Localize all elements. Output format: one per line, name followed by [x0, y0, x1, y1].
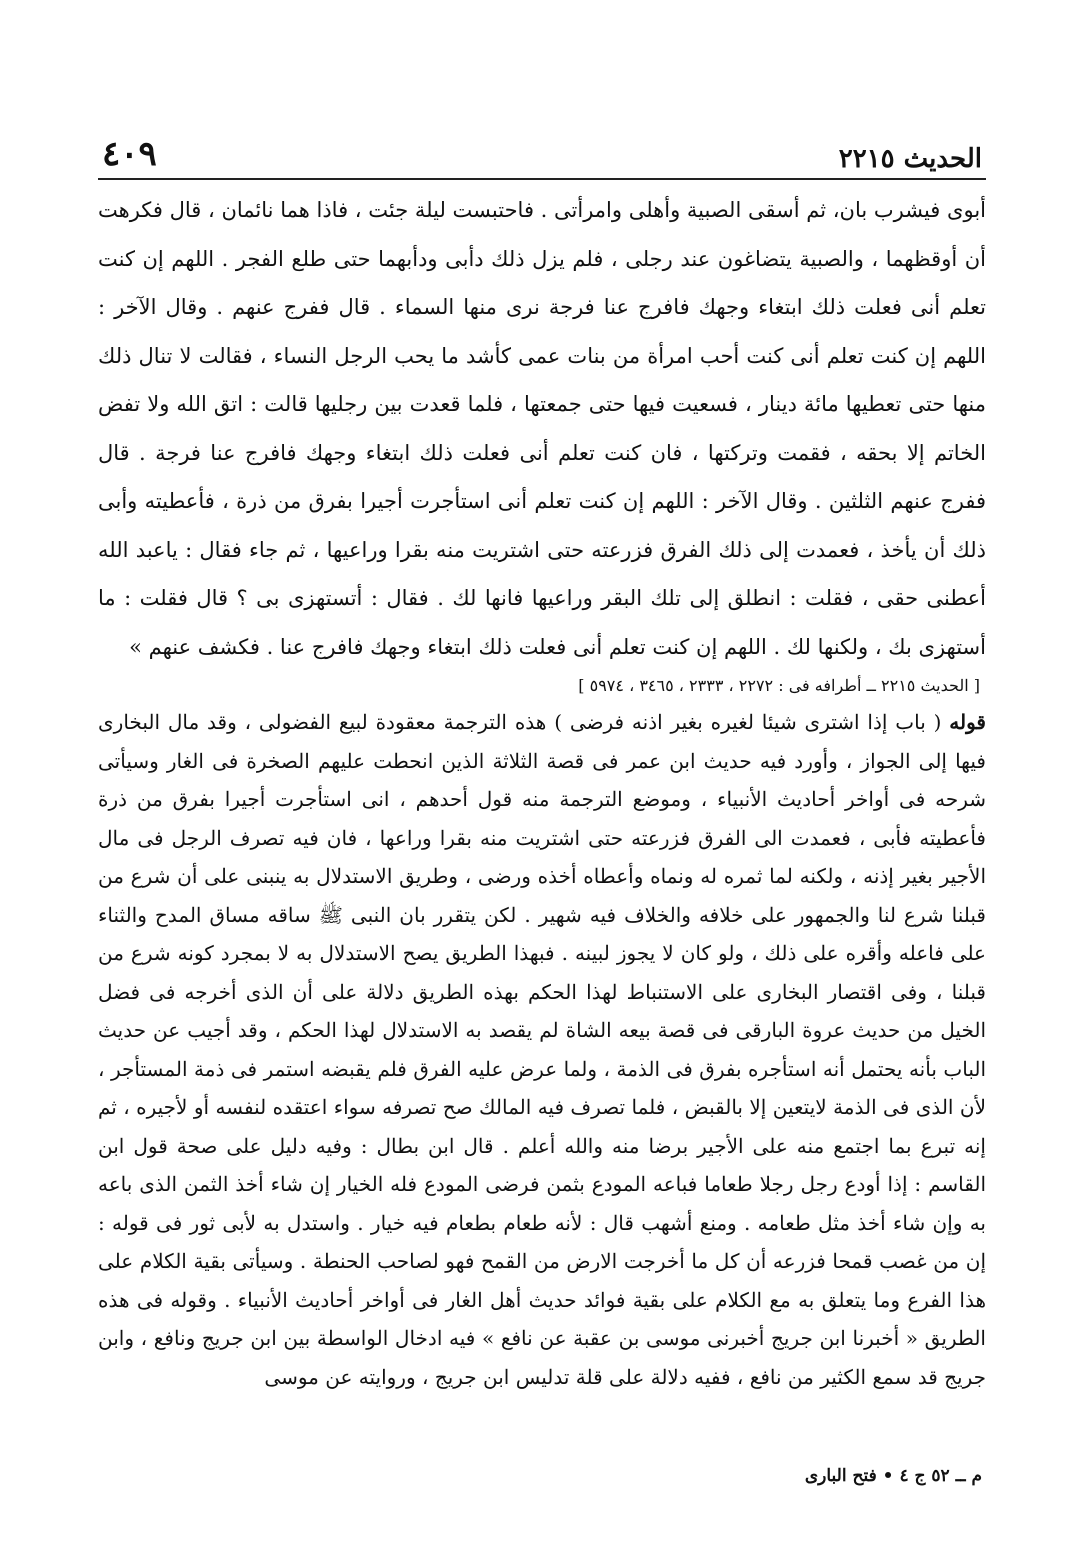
commentary-paragraph: [98, 703, 986, 1396]
commentary-lead-word: قوله: [949, 710, 986, 734]
hadith-text-block: [98, 186, 986, 671]
commentary-text: ( باب إذا اشترى شيئا لغيره بغير اذنه فرضى ) هذه الترجمة معقودة لبيع الفضولى ، وقد مال البخارى فيها إلى الجواز ، وأورد فيه حديث ابن عمر فى قصة الثلاثة الذين انحطت عليهم الصخرة فى الغار وسيأتى شرحه فى أواخر أحاديث الأنبياء ، وموضع الترجمة منه قول أحدهم ، انى استأجرت أجيرا بفرق من ذرة فأعطيته فأبى ، فعمدت الى الفرق فزرعته حتى اشتريت منه بقرا وراعها ، فان فيه تصرف الرجل فى مال الأجير بغير إذنه ، ولكنه لما ثمره له ونماه وأعطاه أخذه ورضى ، وطريق الاستدلال به ينبنى على أن شرع من قبلنا شرع لنا والجمهور على خلافه والخلاف فيه شهير . لكن يتقرر بان النبى ﷺ ساقه مساق المدح والثناء على فاعله وأقره على ذلك ، ولو كان لا يجوز لبينه . فبهذا الطريق يصح الاستدلال به لا بمجرد كونه شرع من قبلنا ، وفى اقتصار البخارى على الاستنباط لهذا الحكم بهذه الطريق دلالة على أن الذى أخرجه فى فضل الخيل من حديث عروة البارقى فى قصة بيعه الشاة لم يقصد به الاستدلال لهذا الحكم ، وقد أجيب عن حديث الباب بأنه يحتمل أنه استأجره بفرق فى الذمة ، ولما عرض عليه الفرق فلم يقبضه استمر فى ذمة المستأجر ، لأن الذى فى الذمة لايتعين إلا بالقبض ، فلما تصرف فيه المالك صح تصرفه سواء اعتقده لنفسه أو لأجيره ، ثم إنه تبرع بما اجتمع منه على الأجير برضا منه والله أعلم . قال ابن بطال : وفيه دليل على صحة قول ابن القاسم : إذا أودع رجل رجلا طعاما فباعه المودع بثمن فرضى المودع فله الخيار إن شاء أخذ الثمن الذى باعه به وإن شاء أخذ مثل طعامه . ومنع أشهب قال : لأنه طعام بطعام فيه خيار . واستدل به لأبى ثور فى قوله : إن من غصب قمحا فزرعه أن كل ما أخرجت الارض من القمح فهو لصاحب الحنطة . وسيأتى بقية الكلام على هذا الفرع وما يتعلق به مع الكلام على بقية فوائد حديث أهل الغار فى أواخر أحاديث الأنبياء . وقوله فى هذه الطريق « أخبرنا ابن جريج أخبرنى موسى بن عقبة عن نافع » فيه ادخال الواسطة بين ابن جريج ونافع ، وابن جريج قد سمع الكثير من نافع ، ففيه دلالة على قلة تدليس ابن جريج ، وروايته عن موسى: [98, 710, 986, 1389]
page-header: [98, 128, 986, 180]
hadith-number-heading: الحديث ٢٢١٥: [838, 144, 982, 174]
commentary-block: [98, 703, 986, 1396]
hadith-paragraph: أبوى فيشرب بان، ثم أسقى الصبية وأهلى وامرأتى . فاحتبست ليلة جئت ، فاذا هما نائمان ، قال فكرهت أن أوقظهما ، والصبية يتضاغون عند رجلى ، فلم يزل ذلك دأبى ودأبهما حتى طلع الفجر . اللهم إن كنت تعلم أنى فعلت ذلك ابتغاء وجهك فافرج عنا فرجة نرى منها السماء . قال ففرج عنهم . وقال الآخر : اللهم إن كنت تعلم أنى كنت أحب امرأة من بنات عمى كأشد ما يحب الرجل النساء ، فقالت لا تنال ذلك منها حتى تعطيها مائة دينار ، فسعيت فيها حتى جمعتها ، فلما قعدت بين رجليها قالت : اتق الله ولا تفض الخاتم إلا بحقه ، فقمت وتركتها ، فان كنت تعلم أنى فعلت ذلك ابتغاء وجهك فافرج عنا فرجة . قال ففرج عنهم الثلثين . وقال الآخر : اللهم إن كنت تعلم أنى استأجرت أجيرا بفرق من ذرة ، فأعطيته وأبى ذلك أن يأخذ ، فعمدت إلى ذلك الفرق فزرعته حتى اشتريت منه بقرا وراعيها ، ثم جاء فقال : ياعبد الله أعطنى حقى ، فقلت : انطلق إلى تلك البقر وراعيها فانها لك . فقال : أتستهزى بى ؟ قال فقلت : ما أستهزى بك ، ولكنها لك . اللهم إن كنت تعلم أنى فعلت ذلك ابتغاء وجهك فافرج عنا . فكشف عنهم »: [98, 198, 986, 659]
page-footer: م ــ ٥٢ ج ٤ • فتح البارى: [804, 1466, 982, 1486]
page-number: ٤٠٩: [102, 134, 157, 174]
hadith-references: [ الحديث ٢٢١٥ ــ أطرافه فى : ٢٢٧٢ ، ٢٣٣٣ ، ٣٤٦٥ ، ٥٩٧٤ ]: [578, 676, 980, 695]
